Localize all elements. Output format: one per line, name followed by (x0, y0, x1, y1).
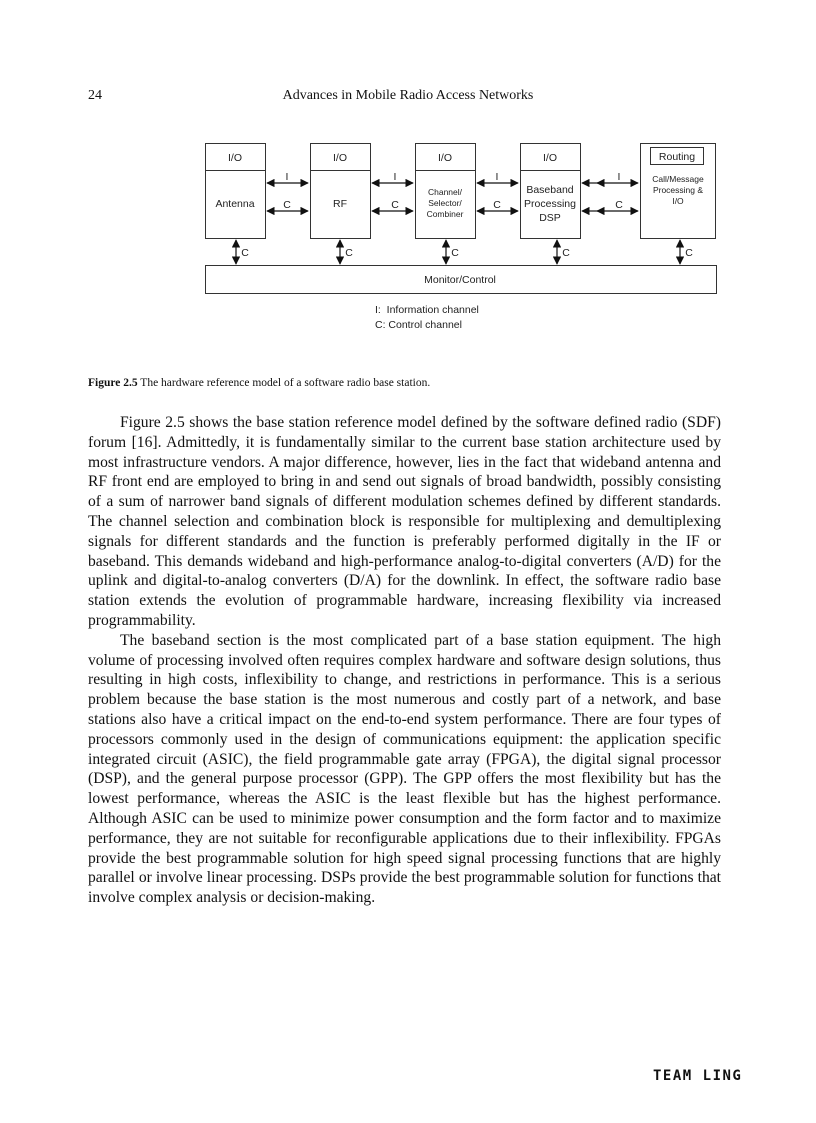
figure-legend (375, 303, 479, 333)
info-link-label-3: I (495, 171, 499, 183)
antenna-label: Antenna (215, 198, 255, 210)
call-label-line1: Call/Message (652, 174, 704, 184)
paragraph-2: The baseband section is the most complicated part of a base station equipment. The high volume of processing involved often requires complex hardware and software design solutions, thus resulting in high costs, inflexibility to change, and restrictions in performance. This is a serious problem because the base station is the most numerous and costly part of a network, and base stations also have a critical impact on the end-to-end system performance. There are four types of processors commonly used in the design of communications equipment: the application specific integrated circuit (ASIC), the field programmable gate array (FPGA), the digital signal processor (DSP), and the general purpose processor (GPP). The GPP offers the most flexibility but has the lowest performance, whereas the ASIC is the least flexible but has the highest performance. Although ASIC can be used to minimize power consumption and the form factor and to maximize performance, they are not suitable for reconfigurable applications due to their inflexibility. FPGAs provide the best programmable solution for high speed signal processing functions that are highly parallel or involve linear processing. DSPs provide the best programmable solution for functions that involve complex analysis or decision-making. (88, 631, 721, 907)
diagram-labels (0, 0, 816, 340)
rf-io-label: I/O (332, 152, 348, 164)
baseband-label-line1: Baseband (526, 184, 574, 196)
page-number: 24 (88, 88, 102, 103)
control-link-label-1: C (283, 199, 291, 211)
control-link-label-3: C (493, 199, 501, 211)
legend-info-channel: I: Information channel (375, 304, 479, 316)
info-link-label-4: I (617, 171, 621, 183)
info-link-label-1: I (285, 171, 289, 183)
baseband-io-label: I/O (542, 152, 558, 164)
rf-label: RF (333, 198, 347, 210)
figure-caption (88, 377, 430, 389)
caption-text: The hardware reference model of a software radio base station. (137, 377, 431, 389)
control-link-label-2: C (391, 199, 399, 211)
channel-label-line2: Selector/ (428, 198, 462, 208)
body-text (88, 413, 721, 908)
book-title: Advances in Mobile Radio Access Networks (282, 88, 534, 103)
caption-label: Figure 2.5 (88, 377, 138, 389)
figure-2-5 (0, 0, 816, 340)
baseband-label-line3: DSP (539, 212, 561, 224)
channel-label-line1: Channel/ (427, 187, 463, 197)
vertical-control-label-1: C (241, 247, 249, 259)
vertical-control-label-5: C (685, 247, 693, 259)
info-link-label-2: I (393, 171, 397, 183)
vertical-control-label-3: C (451, 247, 459, 259)
legend-control-channel: C: Control channel (375, 319, 462, 331)
antenna-io-label: I/O (227, 152, 243, 164)
control-link-label-4: C (615, 199, 623, 211)
paragraph-1: Figure 2.5 shows the base station reference model defined by the software defined radio (SDF) forum [16]. Admittedly, it is fundamentally similar to the current base station architecture used by most infrastructure vendors. A major difference, however, lies in the fact that wideband antenna and RF front end are employed to bring in and send out signals of broad bandwidth, possibly consisting of a sum of narrower band signals of different modulation schemes defined by different standards. The channel selection and combination block is responsible for multiplexing and demultiplexing signals for different standards and the function is preferably performed digitally in the IF or baseband. This demands wideband and high-performance analog-to-digital converters (A/D) for the uplink and digital-to-analog converters (D/A) for the downlink. In effect, the software radio base station extends the evolution of programmable hardware, increasing flexibility via increased programmability. (88, 414, 721, 629)
channel-io-label: I/O (437, 152, 453, 164)
monitor-control-label: Monitor/Control (424, 274, 496, 286)
team-ling-watermark: TEAM LING (653, 1068, 743, 1084)
baseband-label-line2: Processing (524, 198, 576, 210)
channel-label-line3: Combiner (426, 209, 464, 219)
vertical-control-label-2: C (345, 247, 353, 259)
call-label-line2: Processing & (652, 185, 704, 195)
routing-label: Routing (658, 151, 696, 163)
vertical-control-label-4: C (562, 247, 570, 259)
call-label-line3: I/O (672, 196, 684, 206)
